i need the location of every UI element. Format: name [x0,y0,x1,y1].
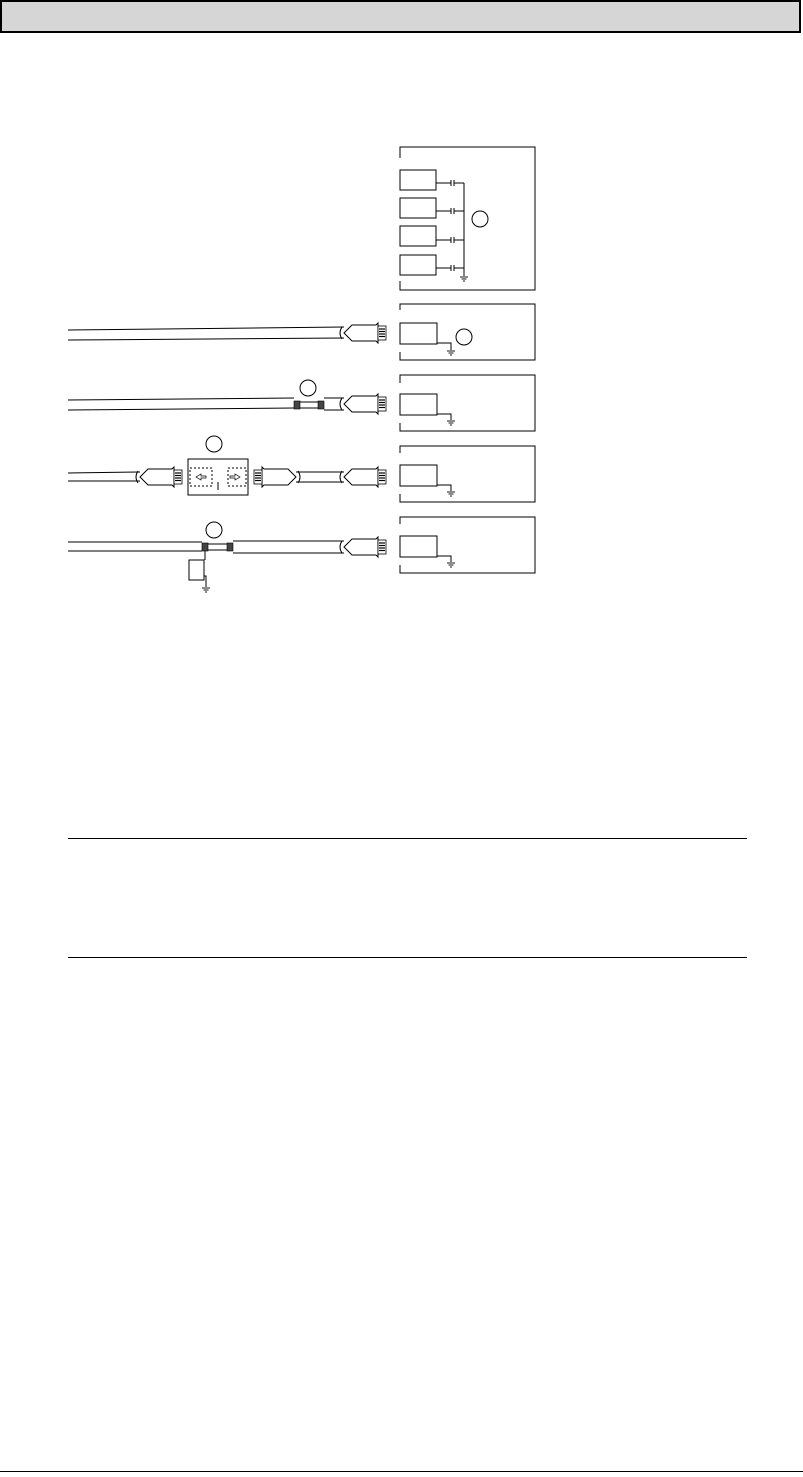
grounding-diagram [0,0,803,620]
cable-row-3 [68,436,535,502]
cable-row-2 [68,375,535,431]
divider-top [68,838,747,839]
top-device-box [400,147,535,290]
footer-rule [0,1471,803,1472]
cable-row-1 [68,304,535,360]
divider-bottom [68,957,747,958]
cable-row-4 [68,517,535,592]
